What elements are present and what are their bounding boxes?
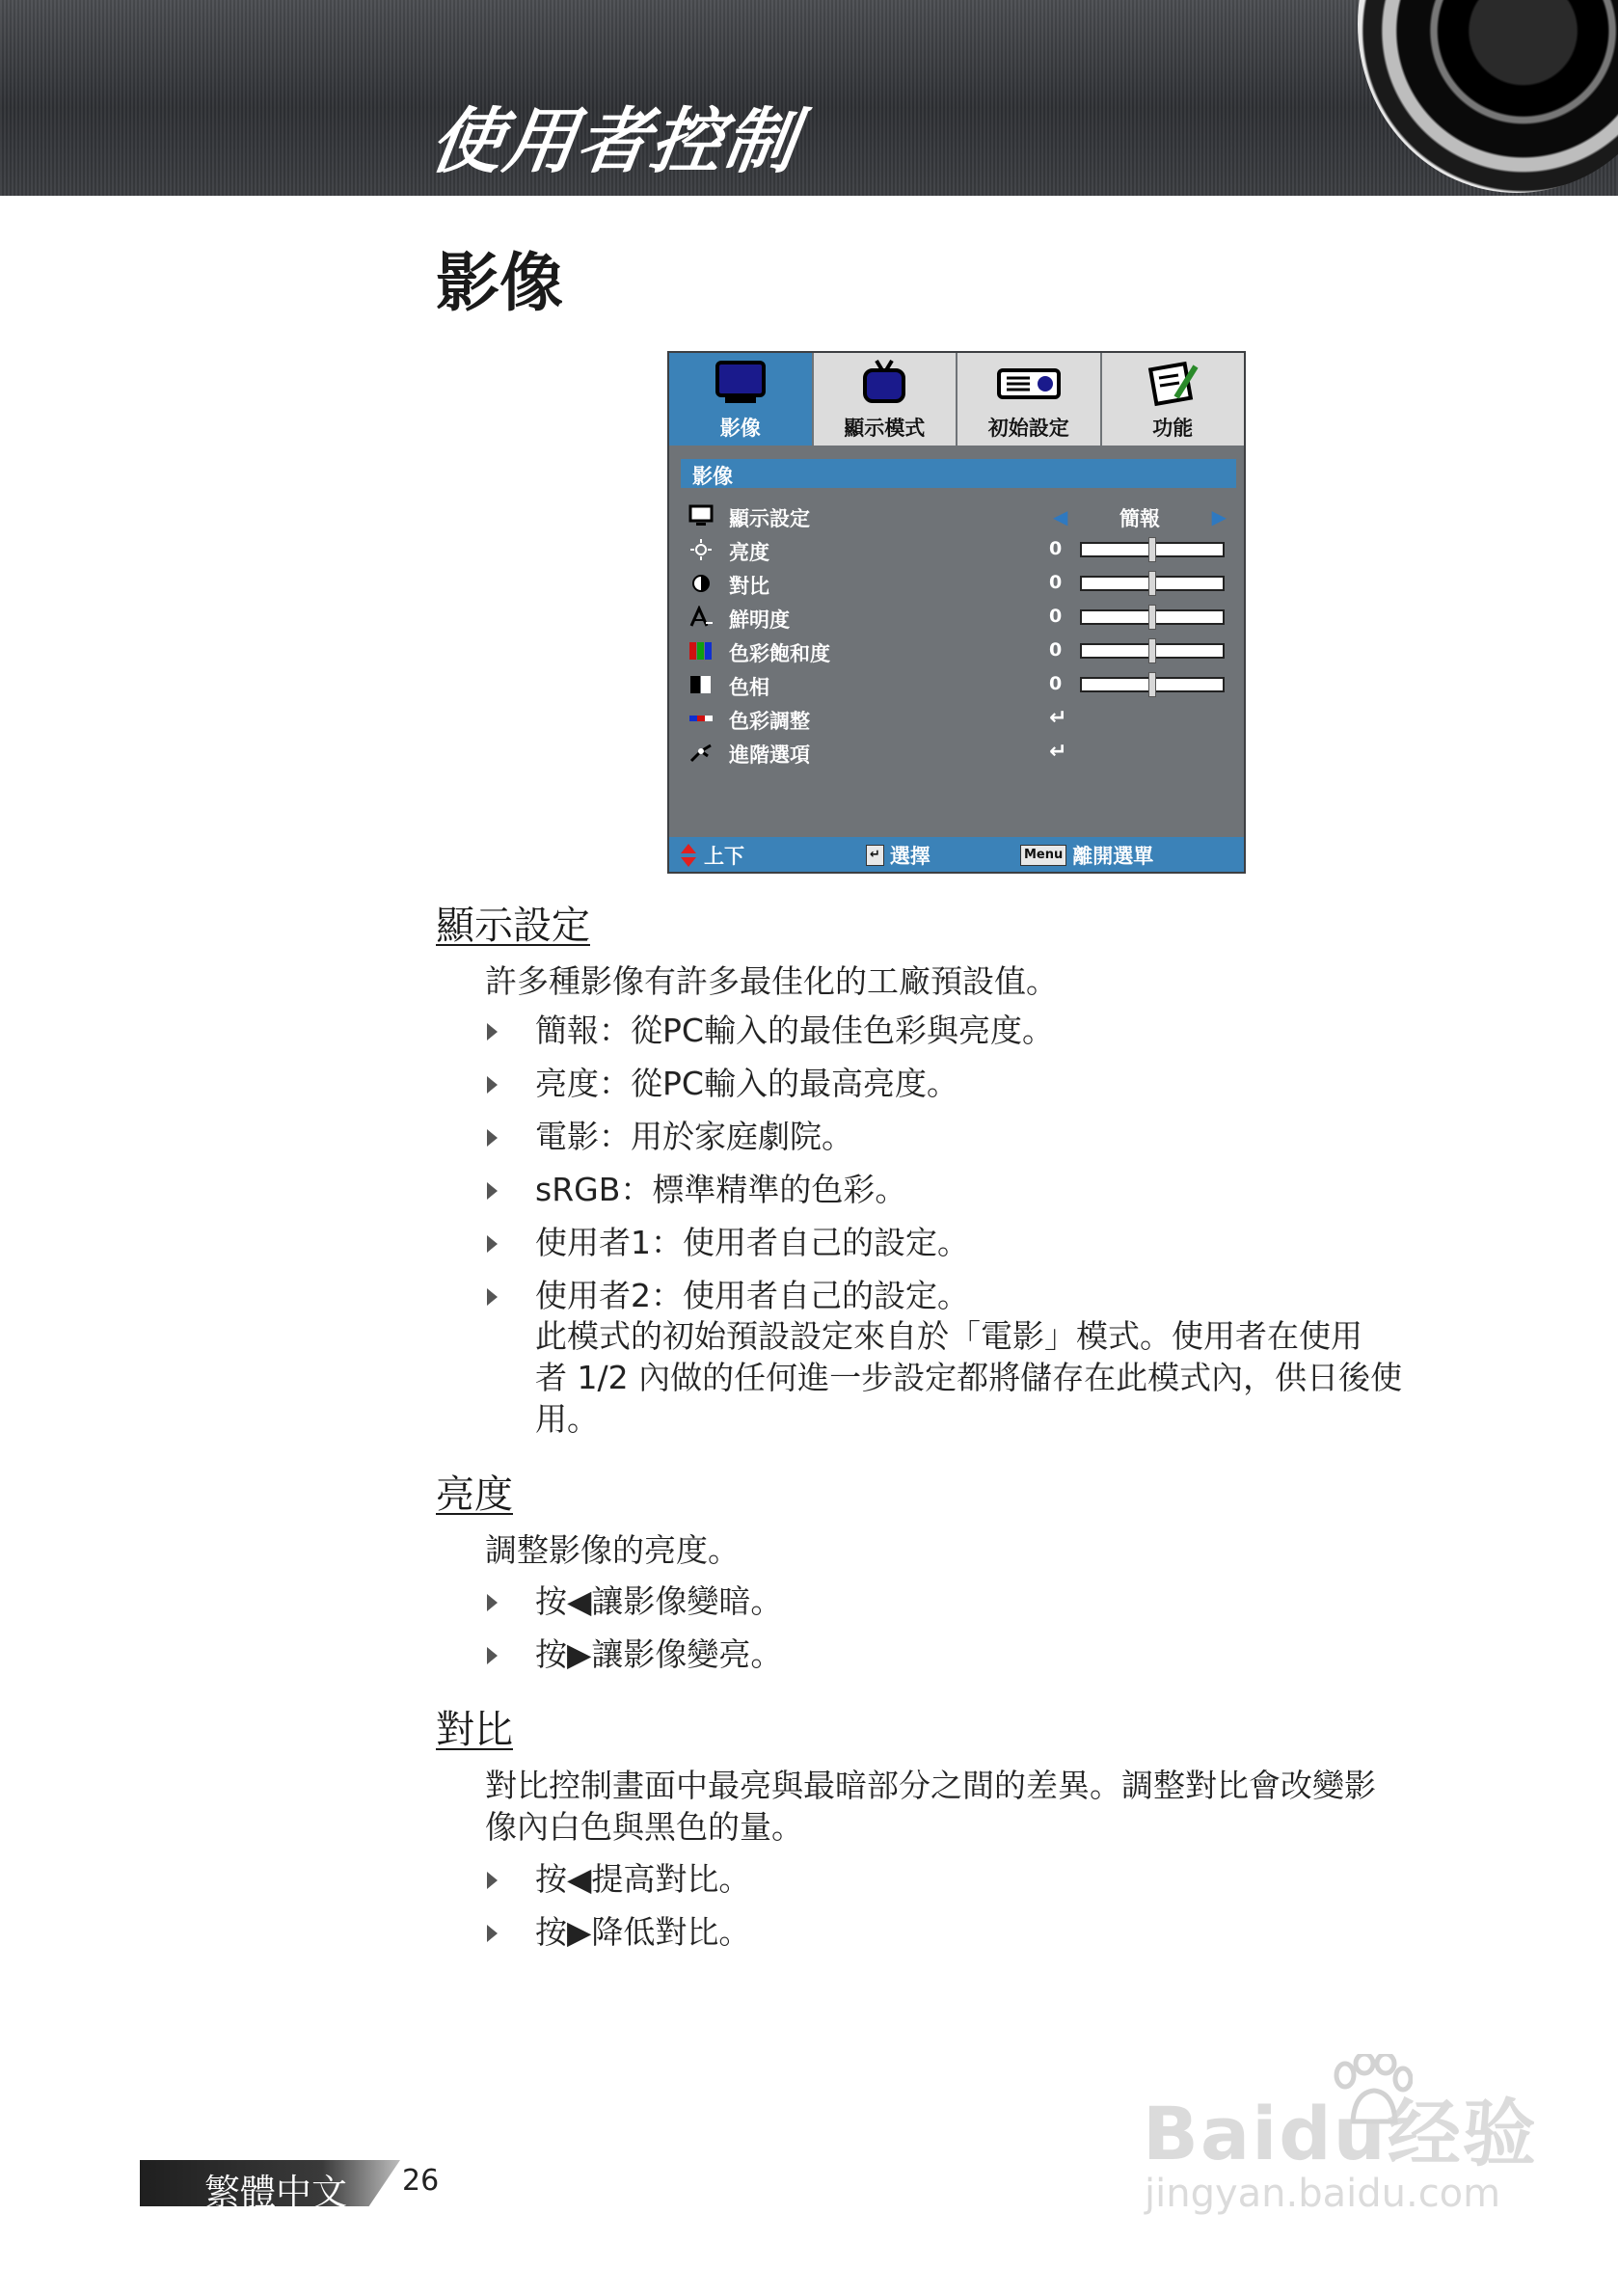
bullet-triangle-icon: [487, 1594, 498, 1611]
bullet-triangle-icon: [487, 1129, 498, 1147]
list-item-text: 按▶降低對比。: [535, 1913, 751, 1951]
footer-language: 繁體中文: [204, 2172, 347, 2213]
osd-tab-label: 功能: [1152, 417, 1194, 440]
osd-hint-label: 選擇: [889, 845, 930, 868]
osd-menu-screenshot: [667, 351, 1246, 874]
osd-row-advanced: [688, 738, 1228, 767]
osd-row-label: 亮度: [729, 541, 769, 564]
osd-row-label: 色彩調整: [729, 710, 810, 733]
advanced-icon: [688, 741, 714, 764]
heading-display-mode: 顯示設定: [436, 904, 590, 948]
bullet-triangle-icon: [487, 1182, 498, 1200]
osd-row-hue: [688, 670, 1228, 699]
osd-tab-label: 顯示模式: [844, 417, 926, 440]
menu-key-icon: Menu: [1020, 845, 1066, 866]
enter-icon: ↵: [1049, 740, 1067, 764]
list-item-text: 簡報：從PC輸入的最佳色彩與亮度。: [535, 1012, 1054, 1049]
chapter-title: 使用者控制: [425, 100, 804, 183]
bullet-triangle-icon: [487, 1076, 498, 1094]
chapter-header: [0, 0, 1618, 196]
osd-mode-selector: [1053, 503, 1227, 530]
notepad-icon: [1144, 359, 1201, 411]
osd-row-brightness: [688, 535, 1228, 564]
heading-brightness: 亮度: [436, 1472, 513, 1517]
bullet-triangle-icon: [487, 1023, 498, 1040]
list-item-text: 使用者1：使用者自己的設定。: [535, 1224, 969, 1261]
osd-slider-thumb: [1148, 605, 1156, 630]
monitor-icon: [712, 359, 769, 411]
tv-icon: [855, 359, 913, 411]
display-mode-note-line: 此模式的初始預設設定來自於「電影」模式。使用者在使用: [535, 1317, 1362, 1355]
osd-row-label: 色相: [729, 676, 769, 699]
contrast-intro-line: 對比控制畫面中最亮與最暗部分之間的差異。調整對比會改變影: [485, 1767, 1376, 1804]
osd-tab-image: [669, 353, 814, 446]
enter-key-icon: ↵: [866, 845, 884, 866]
color-bars-icon: [688, 639, 714, 662]
heading-contrast: 對比: [436, 1708, 513, 1752]
osd-slider-thumb: [1148, 672, 1156, 697]
page-number: 26: [402, 2164, 440, 2198]
list-item-text: 按◀提高對比。: [535, 1860, 751, 1898]
sun-icon: [688, 538, 714, 561]
bullet-triangle-icon: [487, 1235, 498, 1253]
osd-slider-thumb: [1148, 571, 1156, 596]
osd-slider-thumb: [1148, 638, 1156, 663]
list-item-text: 按▶讓影像變亮。: [535, 1635, 783, 1673]
osd-hint-select: [866, 841, 930, 870]
osd-slider: [1080, 576, 1225, 591]
brightness-intro: 調整影像的亮度。: [485, 1531, 740, 1569]
bullet-triangle-icon: [487, 1872, 498, 1889]
watermark-logo-text: Baidu经验: [1143, 2091, 1538, 2176]
display-mode-note-line: 用。: [535, 1400, 599, 1438]
display-mode-intro: 許多種影像有許多最佳化的工廠預設值。: [485, 962, 1058, 1000]
section-title: 影像: [436, 246, 563, 320]
osd-tab-label: 影像: [719, 417, 761, 440]
osd-row-sharpness: [688, 603, 1228, 632]
osd-slider-thumb: [1148, 537, 1156, 562]
right-arrow-icon: ▶: [1211, 505, 1227, 528]
color-adjust-icon: [688, 707, 714, 730]
osd-slider: [1080, 677, 1225, 692]
osd-hint-updown: [679, 841, 744, 870]
osd-row-label: 進階選項: [729, 743, 810, 767]
list-item-text: sRGB：標準精準的色彩。: [535, 1171, 907, 1208]
hue-icon: [688, 673, 714, 696]
contrast-intro-line: 像內白色與黑色的量。: [485, 1808, 803, 1846]
list-item-text: 按◀讓影像變暗。: [535, 1582, 783, 1620]
osd-section-bar: 影像: [681, 459, 1236, 488]
osd-row-value: 0: [1049, 606, 1063, 627]
updown-arrows-icon: [679, 843, 698, 868]
osd-tab-display-mode: [814, 353, 958, 446]
osd-row-color-adjust: [688, 704, 1228, 733]
bullet-triangle-icon: [487, 1288, 498, 1306]
osd-row-display-mode: [688, 501, 1228, 530]
osd-footer-bar: [669, 837, 1244, 872]
osd-row-label: 顯示設定: [729, 507, 810, 530]
osd-row-value: 0: [1049, 673, 1063, 694]
osd-row-saturation: [688, 636, 1228, 665]
list-item-text: 使用者2：使用者自己的設定。: [535, 1277, 969, 1314]
left-arrow-icon: ◀: [1053, 505, 1068, 528]
contrast-icon: [688, 572, 714, 595]
osd-row-label: 對比: [729, 575, 769, 598]
osd-slider: [1080, 542, 1225, 557]
projector-icon: [995, 359, 1063, 411]
osd-tab-label: 初始設定: [987, 417, 1069, 440]
osd-slider: [1080, 643, 1225, 659]
osd-tab-bar: [669, 353, 1244, 446]
osd-row-label: 色彩飽和度: [729, 642, 830, 665]
osd-tab-setup: [957, 353, 1102, 446]
osd-hint-exit: [1020, 841, 1153, 870]
osd-row-contrast: [688, 569, 1228, 598]
osd-row-value: 0: [1049, 538, 1063, 559]
osd-hint-label: 上下: [704, 845, 744, 868]
osd-slider: [1080, 609, 1225, 625]
list-item-text: 亮度：從PC輸入的最高亮度。: [535, 1065, 958, 1102]
enter-icon: ↵: [1049, 706, 1067, 730]
monitor-icon: [688, 504, 714, 527]
osd-row-label: 鮮明度: [729, 608, 790, 632]
watermark-url: jingyan.baidu.com: [1145, 2172, 1501, 2216]
sharpness-icon: [688, 606, 714, 629]
baidu-watermark: [1133, 2054, 1538, 2228]
bullet-triangle-icon: [487, 1925, 498, 1942]
osd-row-value: 0: [1049, 572, 1063, 593]
osd-row-value: 0: [1049, 639, 1063, 661]
osd-mode-value: 簡報: [1119, 507, 1160, 530]
projector-lens-image: [1358, 0, 1618, 193]
display-mode-note-line: 者 1/2 內做的任何進一步設定都將儲存在此模式內，供日後使: [535, 1359, 1403, 1396]
bullet-triangle-icon: [487, 1647, 498, 1664]
osd-hint-label: 離開選單: [1072, 845, 1154, 868]
osd-tab-options: [1102, 353, 1245, 446]
list-item-text: 電影：用於家庭劇院。: [535, 1118, 853, 1155]
